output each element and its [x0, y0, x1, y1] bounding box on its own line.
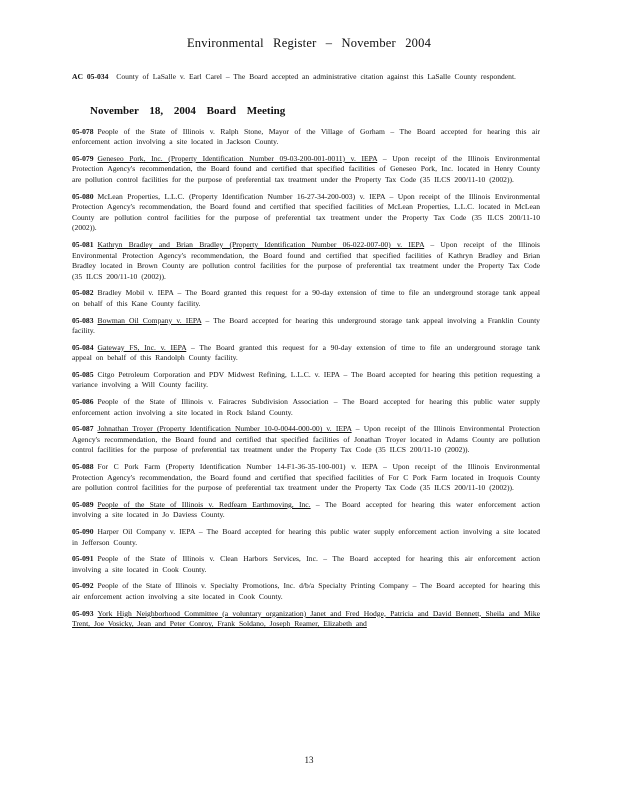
list-item — [72, 527, 540, 548]
entry-text: Bradley Mobil v. IEPA – The Board granted this request for a 90-day extension of time to file an underground storage tank appeal on behalf of this Kane County facility. — [72, 288, 540, 308]
entry-number: 05-091 — [72, 554, 94, 564]
entry-underlined-text: Bowman Oil Company v. IEPA — [97, 315, 202, 325]
list-item — [72, 500, 540, 521]
page-content — [72, 72, 540, 636]
entry-text: – Upon receipt of the Illinois Environmental Protection Agency's recommendation, the Board found and certified that specified facilities of Geneseo Pork, Inc. located in Henry County are pollution control facilities for the purpose of preferential tax treatment under the Property Tax Code (35 ILCS 200/11-10 (2002)). — [72, 153, 540, 184]
entry-text: Citgo Petroleum Corporation and PDV Midwest Refining, L.L.C. v. IEPA – The Board accepted for hearing this petition requesting a variance involving a Will County facility. — [72, 369, 540, 390]
entry-number: 05-080 — [72, 191, 94, 201]
list-item — [72, 316, 540, 337]
entry-text: County of LaSalle v. Earl Carel – The Board accepted an administrative citation against this LaSalle County respondent. — [116, 72, 516, 81]
list-item — [72, 462, 540, 494]
entry-number: 05-082 — [72, 288, 94, 298]
entry-number: 05-087 — [72, 424, 94, 434]
entry-text: – Upon receipt of the Illinois Environmental Protection Agency's recommendation, the Board found and certified that specified facilities of Jonathan Troyer located in Adams County are pollution control facilities for the purpose of preferential tax treatment under the Property Tax Code (35 ILCS 200/11-10 (2002)). — [72, 424, 540, 455]
entry-number: 05-085 — [72, 369, 94, 379]
list-item — [72, 288, 540, 309]
entry-underlined-text: People of the State of Illinois v. Redfearn Earthmoving, Inc. — [97, 499, 311, 509]
entry-number: AC 05-034 — [72, 72, 109, 81]
entry-number: 05-081 — [72, 239, 94, 249]
list-item — [72, 240, 540, 282]
entry-number: 05-084 — [72, 342, 94, 352]
entry-underlined-text: Kathryn Bradley and Brian Bradley (Property Identification Number 06-022-007-00) v. IEPA — [97, 239, 425, 249]
list-item — [72, 581, 540, 602]
entry-number: 05-078 — [72, 126, 94, 136]
entry-text: People of the State of Illinois v. Clean Harbors Services, Inc. – The Board accepted for hearing this air enforcement action involving a site located in Cook County. — [72, 554, 540, 574]
entry-underlined-text: Johnathan Troyer (Property Identification Number 10-0-0044-000-00) v. IEPA — [97, 424, 352, 434]
entry-text: – The Board accepted for hearing this underground storage tank appeal involving a Franklin County facility. — [72, 315, 540, 336]
list-item — [72, 554, 540, 575]
entry-text: Harper Oil Company v. IEPA – The Board accepted for hearing this public water supply enforcement action involving a site located in Jefferson County. — [72, 527, 540, 547]
entry-text: – The Board granted this request for a 90-day extension of time to file an underground storage tank appeal on behalf of this Randolph County facility. — [72, 342, 540, 363]
list-item — [72, 609, 540, 630]
entry-underlined-text: Geneseo Pork, Inc. (Property Identification Number 09-03-200-001-0011) v. IEPA — [97, 153, 378, 163]
list-item — [72, 192, 540, 234]
list-item — [72, 370, 540, 391]
entry-text: For C Pork Farm (Property Identification Number 14-F1-36-35-100-001) v. IEPA – Upon receipt of the Illinois Environmental Protection Agency's recommendation, the Board found and certified that specified facilities of For C Pork Farm located in Iroquois County are pollution control facilities for the purpose of preferential tax treatment under the Property Tax Code (35 ILCS 200/11-10 (2002)). — [72, 462, 540, 493]
entry-number: 05-086 — [72, 397, 94, 407]
entry-text: – Upon receipt of the Illinois Environmental Protection Agency's recommendation, the Board found and certified that specified facilities of Kathryn Bradley and Brian Bradley located in Brown County are pollution control facilities for the purpose of preferential tax treatment under the Property Tax Code (35 ILCS 200/11-10 (2002)). — [72, 239, 540, 281]
entry-list — [72, 127, 540, 630]
entry-number: 05-083 — [72, 315, 94, 325]
ac-entry — [72, 72, 540, 83]
entry-text: People of the State of Illinois v. Ralph Stone, Mayor of the Village of Gorham – The Board accepted for hearing this air enforcement action involving a site located in Jackson County. — [72, 126, 540, 147]
entry-number: 05-088 — [72, 462, 94, 472]
entry-text: McLean Properties, L.L.C. (Property Identification Number 16-27-34-200-003) v. IEPA – Upon receipt of the Illinois Environmental Protection Agency's recommendation, the Board found and certified that specified facilities of McLean Properties, L.L.C. located in McLean County are pollution control facilities for the purpose of preferential tax treatment under the Property Tax Code (35 ILCS 200/11-10 (2002)). — [72, 191, 540, 233]
page-header: Environmental Register – November 2004 — [186, 36, 432, 50]
entry-number: 05-090 — [72, 527, 94, 536]
entry-text: People of the State of Illinois v. Fairacres Subdivision Association – The Board accepted for hearing this public water supply enforcement action involving a site located in Rock Island County. — [72, 397, 540, 417]
list-item — [72, 127, 540, 148]
list-item — [72, 154, 540, 186]
list-item — [72, 424, 540, 456]
page-number: 13 — [304, 755, 314, 765]
list-item — [72, 397, 540, 418]
entry-number: 05-092 — [72, 581, 94, 591]
entry-number: 05-093 — [72, 608, 94, 618]
entry-text: People of the State of Illinois v. Specialty Promotions, Inc. d/b/a Specialty Printing Company – The Board accepted for hearing this air enforcement action involving a site located in Cook County. — [72, 581, 540, 601]
list-item — [72, 343, 540, 364]
meeting-heading: November 18, 2004 Board Meeting — [90, 104, 286, 117]
entry-text: – The Board accepted for hearing this water enforcement action involving a site located in Jo Daviess County. — [72, 499, 540, 520]
entry-underlined-text: Gateway FS, Inc. v. IEPA — [97, 342, 187, 352]
entry-number: 05-089 — [72, 499, 94, 509]
entry-number: 05-079 — [72, 153, 94, 163]
entry-underlined-text: York High Neighborhood Committee (a voluntary organization) Janet and Fred Hodge, Patricia and David Bennett, Sheila and Mike Trent, Joe Vosicky, Jean and Peter Conroy, Frank Soldano, Joseph Reamer, Elizabeth and — [72, 608, 540, 629]
